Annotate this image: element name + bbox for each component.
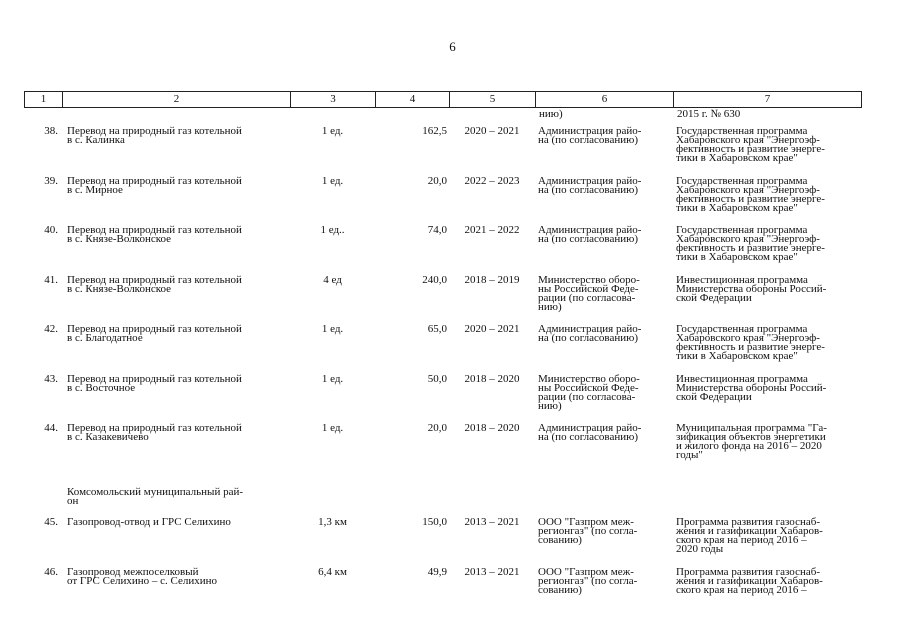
row-executor — [538, 226, 668, 244]
row-name-line: в с. Благодатное — [67, 332, 143, 344]
row-source-line: Государственная программа — [676, 175, 808, 187]
row-name — [67, 424, 287, 442]
row-quantity: 1 ед.. — [320, 224, 345, 236]
row-executor-line: Администрация райо- — [538, 224, 642, 236]
row-name — [67, 276, 287, 294]
page-number: 6 — [449, 39, 456, 54]
row-executor-line: на (по согласованию) — [538, 431, 638, 443]
row-value: 150,0 — [422, 516, 447, 528]
row-number: 42. — [44, 323, 58, 335]
row-executor-line: рации (по согласова- — [538, 391, 636, 403]
row-executor — [538, 375, 668, 411]
row-executor-line: на (по согласованию) — [538, 184, 638, 196]
row-source — [676, 226, 860, 262]
row-source-line: 2020 годы — [676, 543, 724, 555]
row-name-line: в с. Князе-Волконское — [67, 283, 172, 295]
carryover-executor: нию) — [539, 108, 563, 120]
row-number: 45. — [44, 516, 58, 528]
row-executor-line: регионгаз" (по согла- — [538, 525, 638, 537]
row-source-line: и жилого фонда на 2016 – 2020 — [676, 440, 822, 452]
row-source-line: тики в Хабаровском крае" — [676, 202, 798, 214]
row-executor-line: ны Российской Феде- — [538, 382, 639, 394]
row-name-line: Перевод на природный газ котельной — [67, 274, 242, 286]
header-col-4: 4 — [376, 92, 450, 107]
row-source-line: тики в Хабаровском крае" — [676, 152, 798, 164]
row-source-line: ской Федерации — [676, 292, 752, 304]
row-source-line: Хабаровского края "Энергоэф- — [676, 134, 820, 146]
row-name-line: Перевод на природный газ котельной — [67, 125, 242, 137]
header-col-3: 3 — [291, 92, 376, 107]
row-name — [67, 518, 287, 527]
row-source-line: Программа развития газоснаб- — [676, 516, 820, 528]
row-source — [676, 177, 860, 213]
row-name — [67, 375, 287, 393]
header-col-1: 1 — [25, 92, 63, 107]
row-quantity: 6,4 км — [318, 566, 347, 578]
row-executor-line: нию) — [538, 400, 562, 412]
row-source-line: тики в Хабаровском крае" — [676, 350, 798, 362]
row-executor-line: регионгаз" (по согла- — [538, 575, 638, 587]
row-executor-line: Администрация райо- — [538, 422, 642, 434]
row-name-line: Газопровод-отвод и ГРС Селихино — [67, 516, 231, 528]
row-source-line: Программа развития газоснаб- — [676, 566, 820, 578]
row-name — [67, 325, 287, 343]
row-source-line: Государственная программа — [676, 323, 808, 335]
row-quantity: 1 ед. — [321, 323, 344, 335]
row-number: 43. — [44, 373, 58, 385]
row-source-line: Инвестиционная программа — [676, 274, 808, 286]
row-source-line: Хабаровского края "Энергоэф- — [676, 332, 820, 344]
row-name-line: в с. Восточное — [67, 382, 136, 394]
row-source-line: Государственная программа — [676, 224, 808, 236]
header-col-5: 5 — [450, 92, 536, 107]
header-col-6: 6 — [536, 92, 674, 107]
row-quantity: 1 ед. — [321, 422, 344, 434]
row-name-line: в с. Калинка — [67, 134, 125, 146]
row-name — [67, 568, 287, 586]
row-period: 2013 – 2021 — [464, 516, 520, 528]
row-quantity: 1 ед. — [321, 175, 344, 187]
row-name-line: Перевод на природный газ котельной — [67, 323, 242, 335]
row-source — [676, 325, 860, 361]
row-name-line: Перевод на природный газ котельной — [67, 373, 242, 385]
row-source-line: жения и газификации Хабаров- — [676, 525, 823, 537]
row-source-line: Хабаровского края "Энергоэф- — [676, 233, 820, 245]
row-number: 39. — [44, 175, 58, 187]
row-source — [676, 127, 860, 163]
row-source-line: годы" — [676, 449, 703, 461]
row-executor-line: Министерство оборо- — [538, 373, 640, 385]
row-value: 20,0 — [427, 422, 447, 434]
row-source-line: ского края на период 2016 – — [676, 584, 807, 596]
row-executor-line: сованию) — [538, 584, 582, 596]
row-name — [67, 127, 287, 145]
table-header-row — [24, 91, 862, 108]
row-executor-line: на (по согласованию) — [538, 332, 638, 344]
row-period: 2018 – 2019 — [464, 274, 520, 286]
header-col-7: 7 — [764, 93, 771, 105]
row-source — [676, 375, 860, 402]
row-period: 2020 – 2021 — [464, 323, 520, 335]
row-executor — [538, 127, 668, 145]
row-executor — [538, 424, 668, 442]
row-period: 2022 – 2023 — [464, 175, 520, 187]
row-quantity: 1,3 км — [318, 516, 347, 528]
row-source-line: Государственная программа — [676, 125, 808, 137]
row-value: 162,5 — [422, 125, 447, 137]
section-heading-line: он — [67, 495, 79, 507]
row-source-line: фективность и развитие энерге- — [676, 242, 825, 254]
row-executor — [538, 518, 668, 545]
row-source — [676, 276, 860, 303]
row-source-line: фективность и развитие энерге- — [676, 143, 825, 155]
row-source-line: тики в Хабаровском крае" — [676, 251, 798, 263]
row-name-line: в с. Казакевичево — [67, 431, 149, 443]
row-executor — [538, 568, 668, 595]
row-source — [676, 424, 860, 460]
row-value: 50,0 — [427, 373, 447, 385]
section-heading-line: Комсомольский муниципальный рай- — [67, 486, 244, 498]
row-executor-line: Администрация райо- — [538, 125, 642, 137]
row-source-line: ской Федерации — [676, 391, 752, 403]
row-number: 46. — [44, 566, 58, 578]
section-heading — [67, 488, 287, 506]
row-number: 44. — [44, 422, 58, 434]
row-quantity: 4 ед — [323, 274, 342, 286]
row-period: 2018 – 2020 — [464, 422, 520, 434]
row-executor-line: нию) — [538, 301, 562, 313]
row-executor-line: на (по согласованию) — [538, 134, 638, 146]
row-source — [676, 568, 860, 595]
row-source — [676, 518, 860, 554]
row-value: 240,0 — [422, 274, 447, 286]
row-number: 40. — [44, 224, 58, 236]
row-name — [67, 226, 287, 244]
row-name-line: от ГРС Селихино – с. Селихино — [67, 575, 217, 587]
row-executor — [538, 177, 668, 195]
row-period: 2013 – 2021 — [464, 566, 520, 578]
row-executor-line: сованию) — [538, 534, 582, 546]
row-name-line: Перевод на природный газ котельной — [67, 224, 242, 236]
row-quantity: 1 ед. — [321, 125, 344, 137]
row-executor-line: рации (по согласова- — [538, 292, 636, 304]
row-source-line: ского края на период 2016 – — [676, 534, 807, 546]
row-executor — [538, 325, 668, 343]
row-quantity: 1 ед. — [321, 373, 344, 385]
row-executor-line: Администрация райо- — [538, 323, 642, 335]
row-source-line: фективность и развитие энерге- — [676, 193, 825, 205]
row-name-line: в с. Мирное — [67, 184, 123, 196]
row-executor-line: ООО "Газпром меж- — [538, 516, 634, 528]
row-executor-line: на (по согласованию) — [538, 233, 638, 245]
header-col-2: 2 — [63, 92, 291, 107]
row-executor-line: Администрация райо- — [538, 175, 642, 187]
row-name-line: Газопровод межпоселковый — [67, 566, 199, 578]
carryover-source: 2015 г. № 630 — [677, 108, 741, 120]
row-executor-line: Министерство оборо- — [538, 274, 640, 286]
row-period: 2018 – 2020 — [464, 373, 520, 385]
row-name-line: Перевод на природный газ котельной — [67, 422, 242, 434]
row-source-line: фективность и развитие энерге- — [676, 341, 825, 353]
row-source-line: жения и газификации Хабаров- — [676, 575, 823, 587]
row-executor-line: ООО "Газпром меж- — [538, 566, 634, 578]
row-name-line: Перевод на природный газ котельной — [67, 175, 242, 187]
row-value: 74,0 — [427, 224, 447, 236]
row-value: 20,0 — [427, 175, 447, 187]
row-name-line: в с. Князе-Волконское — [67, 233, 172, 245]
row-source-line: Министерства обороны Россий- — [676, 382, 827, 394]
row-source-line: Министерства обороны Россий- — [676, 283, 827, 295]
row-executor-line: ны Российской Феде- — [538, 283, 639, 295]
row-executor — [538, 276, 668, 312]
row-period: 2020 – 2021 — [464, 125, 520, 137]
row-period: 2021 – 2022 — [464, 224, 520, 236]
row-number: 41. — [44, 274, 58, 286]
row-source-line: зификация объектов энергетики — [676, 431, 826, 443]
row-value: 49,9 — [427, 566, 447, 578]
row-source-line: Хабаровского края "Энергоэф- — [676, 184, 820, 196]
row-source-line: Инвестиционная программа — [676, 373, 808, 385]
row-name — [67, 177, 287, 195]
row-value: 65,0 — [427, 323, 447, 335]
row-source-line: Муниципальная программа "Га- — [676, 422, 827, 434]
row-number: 38. — [44, 125, 58, 137]
